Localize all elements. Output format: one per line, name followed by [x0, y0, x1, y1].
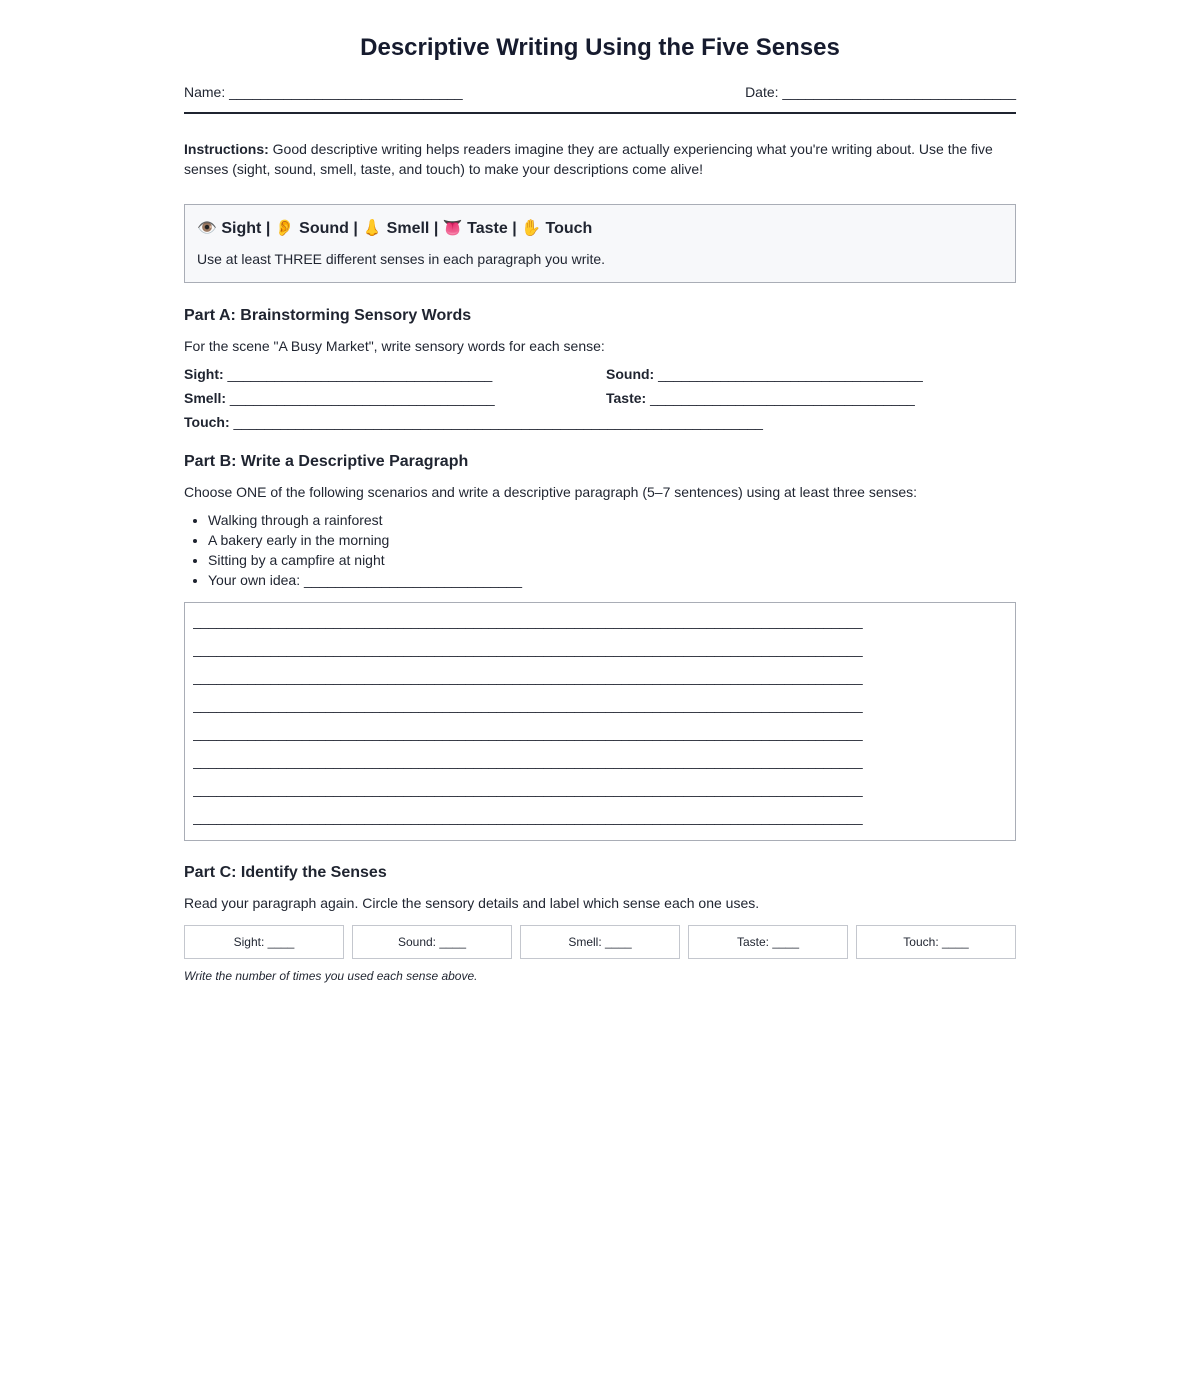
part-b-description: Choose ONE of the following scenarios and write a descriptive paragraph (5–7 sentences) using at least three senses: [184, 484, 918, 500]
ear-icon: 👂 [274, 218, 295, 237]
sense-count-row [184, 925, 1016, 959]
name-date-row [184, 82, 1016, 114]
senses-list [197, 217, 1003, 240]
senses-box [184, 204, 1016, 283]
sense-sound: Sound [299, 220, 349, 237]
sense-touch: Touch [545, 220, 593, 237]
sense-sight: Sight [221, 220, 262, 237]
hand-icon: ✋ [521, 218, 542, 237]
senses-note: Use at least THREE different senses in each paragraph you write. [197, 251, 606, 267]
list-item[interactable]: • Your own idea: ____________________________ [208, 570, 1016, 590]
smell-blank[interactable]: __________________________________ [229, 390, 495, 406]
sight-label: Sight: [184, 366, 224, 382]
touch-field[interactable] [184, 412, 1016, 432]
separator: | [353, 220, 358, 237]
taste-field[interactable] [606, 388, 1016, 408]
taste-blank[interactable]: __________________________________ [650, 390, 915, 406]
separator: | [265, 220, 271, 237]
smell-field[interactable] [184, 388, 606, 408]
writing-line[interactable]: ______________________________________________________________________________________ [193, 781, 863, 797]
name-field[interactable]: Name: ______________________________ [184, 84, 463, 100]
list-item: • A bakery early in the morning [208, 530, 1016, 550]
part-c-footnote: Write the number of times you used each sense above. [184, 969, 478, 983]
date-field[interactable]: Date: ______________________________ [745, 84, 1016, 100]
touch-count-box[interactable]: Touch: ____ [856, 925, 1016, 959]
part-b-section [184, 451, 1016, 841]
part-c-section [184, 862, 1016, 984]
taste-label: Taste: [606, 390, 647, 406]
paragraph-writing-box[interactable] [184, 602, 1016, 841]
sound-label: Sound: [606, 366, 655, 382]
writing-line[interactable]: ______________________________________________________________________________________ [193, 641, 863, 657]
sight-blank[interactable]: __________________________________ [227, 366, 493, 382]
instructions [184, 139, 1016, 179]
writing-line[interactable]: ______________________________________________________________________________________ [193, 669, 863, 685]
writing-line[interactable]: ______________________________________________________________________________________ [193, 697, 863, 713]
brainstorm-grid [184, 364, 1016, 432]
touch-label: Touch: [184, 414, 230, 430]
part-c-description: Read your paragraph again. Circle the sensory details and label which sense each one uses. [184, 895, 760, 911]
instructions-text: Good descriptive writing helps readers imagine they are actually experiencing what you're writing about. Use the five senses (sight, sound, smell, taste, and touch) to make your descriptions come alive! [184, 141, 993, 177]
worksheet-page [184, 0, 1016, 984]
separator: | [433, 220, 439, 237]
separator: | [512, 220, 517, 237]
part-c-heading: Part C: Identify the Senses [184, 864, 387, 881]
part-a-description: For the scene "A Busy Market", write sensory words for each sense: [184, 338, 605, 354]
sight-field[interactable] [184, 364, 606, 384]
smell-count-box[interactable]: Smell: ____ [520, 925, 680, 959]
part-b-heading: Part B: Write a Descriptive Paragraph [184, 453, 469, 470]
sense-smell: Smell [386, 220, 430, 237]
sense-taste: Taste [467, 220, 508, 237]
instructions-label: Instructions: [184, 141, 269, 157]
sound-field[interactable] [606, 364, 1016, 384]
taste-count-box[interactable]: Taste: ____ [688, 925, 848, 959]
part-a-section [184, 305, 1016, 432]
list-item: • Sitting by a campfire at night [208, 550, 1016, 570]
nose-icon: 👃 [362, 218, 383, 237]
page-title: Descriptive Writing Using the Five Senses [360, 34, 840, 61]
part-a-heading: Part A: Brainstorming Sensory Words [184, 307, 472, 324]
sound-count-box[interactable]: Sound: ____ [352, 925, 512, 959]
touch-blank[interactable]: ____________________________________________________________________ [233, 414, 763, 430]
eye-icon: 👁️ [197, 218, 217, 237]
list-item: • Walking through a rainforest [208, 510, 1016, 530]
tongue-icon: 👅 [442, 218, 463, 237]
sound-blank[interactable]: __________________________________ [658, 366, 923, 382]
writing-line[interactable]: ______________________________________________________________________________________ [193, 613, 863, 629]
writing-line[interactable]: ______________________________________________________________________________________ [193, 809, 863, 825]
writing-line[interactable]: ______________________________________________________________________________________ [193, 725, 863, 741]
scenario-list [184, 510, 1016, 590]
sight-count-box[interactable]: Sight: ____ [184, 925, 344, 959]
smell-label: Smell: [184, 390, 227, 406]
writing-line[interactable]: ______________________________________________________________________________________ [193, 753, 863, 769]
